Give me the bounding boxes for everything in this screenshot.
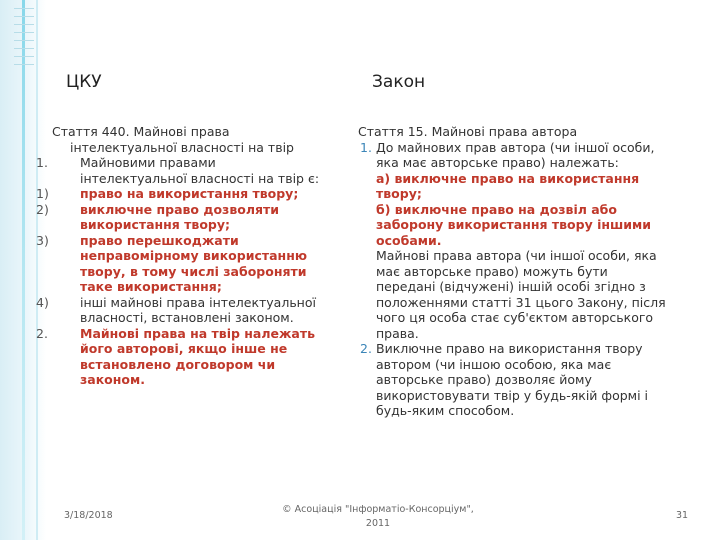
list-item-after: Майнові права автора (чи іншої особи, яка має авторське право) можуть бути передані (відчужені) іншій особі згідно з положеннями статті 31 цього Закону, після чого ця особа стає суб'єктом авторського права. [376, 248, 666, 341]
list-item-text: право перешкоджати неправомірному використанню твору, в тому числі забороняти таке використання; [80, 232, 307, 294]
list-item [358, 341, 670, 419]
list-item [36, 325, 322, 388]
left-article-heading-line1: Стаття 440. Майнові права [52, 124, 230, 139]
footer-copyright [268, 503, 488, 531]
list-item-text: виключне право дозволяти використання твору; [80, 201, 280, 232]
decorative-stripe [36, 0, 38, 540]
list-item-number: 1. [360, 139, 372, 155]
right-column-content [358, 124, 670, 419]
list-item-number: 2) [36, 201, 49, 217]
list-item-text: інші майнові права інтелектуальної власності, встановлені законом. [80, 294, 316, 325]
decorative-left-band [0, 0, 46, 540]
right-article-heading: Стаття 15. Майнові права автора [358, 124, 578, 139]
decorative-stripe [22, 0, 25, 540]
decorative-ticks [0, 0, 46, 80]
left-column-content [36, 124, 322, 388]
list-item [36, 232, 322, 295]
left-article-heading-line2: інтелектуальної власності на твір [70, 139, 294, 155]
list-item-text: право на використання твору; [80, 186, 299, 201]
list-item [358, 140, 670, 342]
footer-copyright-line1: © Асоціація "Інформатіо-Консорціум", [282, 504, 474, 515]
list-item-number: 2. [36, 325, 48, 341]
list-item-number: 1. [36, 155, 48, 170]
list-item-intro: До майнових прав автора (чи іншої особи, яка має авторське право) належать: [376, 139, 655, 170]
list-item-text: Майнові права на твір належать його авторові, якщо інше не встановлено договором чи законом. [80, 325, 316, 387]
list-item-number: 3) [36, 232, 49, 248]
list-item [36, 294, 322, 326]
list-item-text: Виключне право на використання твору автором (чи іншою особою, яка має авторське право) дозволяє йому використовувати твір у будь-якій формі і будь-яким способом. [376, 341, 649, 418]
list-item-number: 2. [360, 341, 372, 356]
list-item-sub-b: б) виключне право на дозвіл або заборону використання твору іншими особами. [376, 201, 651, 248]
footer-copyright-line2: 2011 [365, 518, 391, 529]
footer-page-number: 31 [676, 510, 689, 521]
right-column-title: Закон [372, 72, 426, 92]
list-item [36, 155, 322, 186]
left-column-title: ЦКУ [66, 72, 102, 92]
list-item-text: Майновими правами інтелектуальної власності на твір є: [80, 155, 320, 186]
footer-date: 3/18/2018 [64, 510, 113, 521]
list-item [36, 201, 322, 233]
list-item-number: 1) [36, 186, 49, 201]
list-item-sub-a: а) виключне право на використання твору; [376, 170, 640, 201]
list-item-number: 4) [36, 294, 49, 310]
list-item [36, 186, 322, 202]
